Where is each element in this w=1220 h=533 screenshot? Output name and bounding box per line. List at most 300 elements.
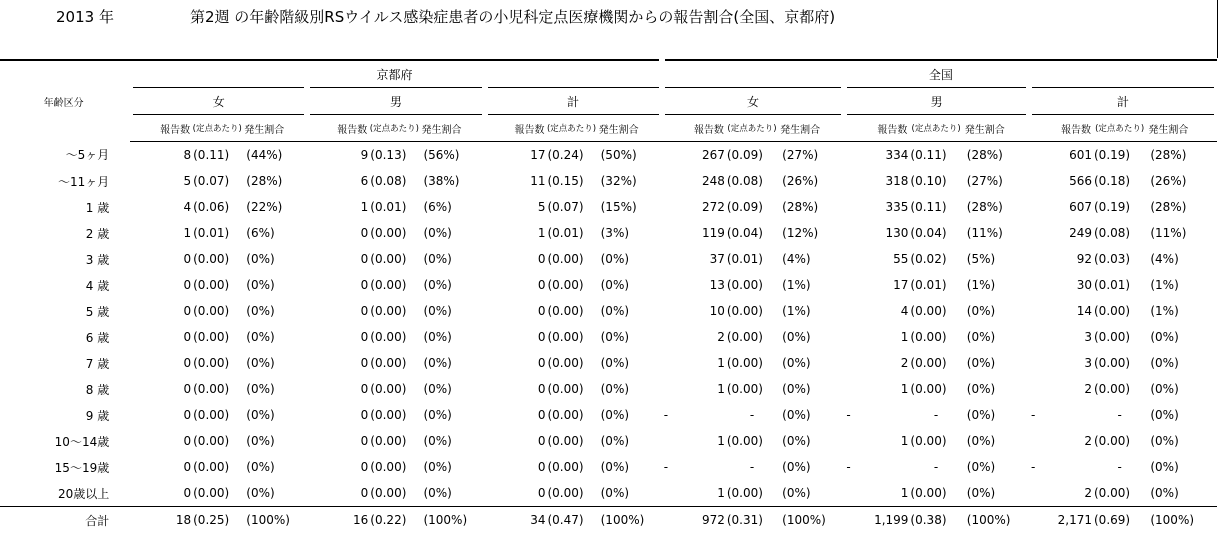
occurrence-ratio: (0%) [1146,350,1217,376]
subheader-count: 報告数 [130,115,192,142]
per-sentinel-rate: (0.00) [546,402,596,428]
occurrence-ratio: (0%) [1146,324,1217,350]
occurrence-ratio: (15%) [597,194,662,220]
occurrence-ratio: (28%) [1146,142,1217,169]
per-sentinel-rate: (0.00) [546,272,596,298]
occurrence-ratio: (0%) [1146,480,1217,507]
per-sentinel-rate: (0.00) [909,324,962,350]
subheader-rate: (定点あたり) [192,115,242,142]
occurrence-ratio: (0%) [597,454,662,480]
per-sentinel-rate: (0.00) [909,298,962,324]
report-count: 0 [485,376,547,402]
occurrence-ratio: (0%) [419,246,484,272]
occurrence-ratio: (28%) [963,142,1029,169]
report-count: 0 [307,246,369,272]
per-sentinel-rate: (0.01) [546,220,596,246]
occurrence-ratio: (0%) [419,480,484,507]
per-sentinel-rate: (0.00) [192,272,242,298]
occurrence-ratio: (11%) [963,220,1029,246]
table-row [0,168,1217,194]
occurrence-ratio: (0%) [242,350,307,376]
report-count: 16 [307,507,369,533]
occurrence-ratio: (0%) [242,376,307,402]
table-row [0,298,1217,324]
sex-header-1-2: 計 [1029,88,1217,115]
report-count: 1 [485,220,547,246]
age-label: 20歳以上 [0,480,130,507]
report-count: 37 [662,246,726,272]
subheader-count: 報告数 [307,115,369,142]
per-sentinel-rate: (0.01) [909,272,962,298]
age-label: 10～14歳 [0,428,130,454]
table-row [0,428,1217,454]
per-sentinel-rate: (0.00) [369,324,419,350]
report-count: 335 [844,194,909,220]
report-count: 1 [662,428,726,454]
occurrence-ratio: (1%) [778,272,844,298]
report-count: 0 [485,350,547,376]
occurrence-ratio: (22%) [242,194,307,220]
report-count: 607 [1029,194,1093,220]
occurrence-ratio: (4%) [778,246,844,272]
occurrence-ratio: (0%) [242,428,307,454]
sex-header-1-0: 女 [662,88,845,115]
subheader-rate: (定点あたり) [726,115,778,142]
per-sentinel-rate: (0.00) [192,324,242,350]
occurrence-ratio: (0%) [778,428,844,454]
per-sentinel-rate: (0.07) [546,194,596,220]
occurrence-ratio: (0%) [1146,376,1217,402]
occurrence-ratio: (100%) [597,507,662,533]
occurrence-ratio: (0%) [242,480,307,507]
report-count: - [662,454,726,480]
report-count: 119 [662,220,726,246]
per-sentinel-rate: (0.00) [192,246,242,272]
report-count: 267 [662,142,726,169]
occurrence-ratio: (3%) [597,220,662,246]
age-label: ～11ヶ月 [0,168,130,194]
occurrence-ratio: (0%) [242,298,307,324]
per-sentinel-rate: (0.38) [909,507,962,533]
occurrence-ratio: (0%) [419,272,484,298]
occurrence-ratio: (100%) [419,507,484,533]
per-sentinel-rate: (0.01) [726,246,778,272]
occurrence-ratio: (32%) [597,168,662,194]
per-sentinel-rate: (0.02) [909,246,962,272]
report-count: 0 [130,298,192,324]
per-sentinel-rate: (0.00) [546,324,596,350]
right-border-line [1217,0,1218,58]
age-label: 3 歳 [0,246,130,272]
occurrence-ratio: (6%) [242,220,307,246]
report-count: 1 [844,376,909,402]
report-count: 0 [485,402,547,428]
report-count: 566 [1029,168,1093,194]
per-sentinel-rate: - [1093,454,1146,480]
occurrence-ratio: (27%) [778,142,844,169]
table-row [0,376,1217,402]
subheader-ratio: 発生割合 [778,115,844,142]
per-sentinel-rate: (0.00) [369,428,419,454]
occurrence-ratio: (12%) [778,220,844,246]
per-sentinel-rate: (0.00) [369,350,419,376]
sex-header-row [0,88,1217,115]
report-count: 1 [844,428,909,454]
report-count: 0 [307,428,369,454]
sex-header-0-2: 計 [485,88,662,115]
occurrence-ratio: (0%) [778,454,844,480]
report-count: 0 [130,480,192,507]
occurrence-ratio: (0%) [419,402,484,428]
occurrence-ratio: (0%) [597,402,662,428]
occurrence-ratio: (0%) [778,402,844,428]
occurrence-ratio: (28%) [778,194,844,220]
per-sentinel-rate: (0.00) [1093,480,1146,507]
report-count: 0 [130,246,192,272]
per-sentinel-rate: (0.00) [546,350,596,376]
per-sentinel-rate: (0.00) [369,272,419,298]
occurrence-ratio: (50%) [597,142,662,169]
occurrence-ratio: (4%) [1146,246,1217,272]
occurrence-ratio: (38%) [419,168,484,194]
per-sentinel-rate: - [726,454,778,480]
sub-header-row [0,115,1217,142]
report-count: 972 [662,507,726,533]
per-sentinel-rate: (0.00) [546,246,596,272]
per-sentinel-rate: (0.00) [546,454,596,480]
per-sentinel-rate: (0.00) [192,376,242,402]
report-count: 2 [1029,480,1093,507]
occurrence-ratio: (0%) [419,350,484,376]
report-count: 30 [1029,272,1093,298]
region-header-1: 全国 [662,60,1217,88]
occurrence-ratio: (0%) [778,350,844,376]
occurrence-ratio: (0%) [963,428,1029,454]
occurrence-ratio: (0%) [419,324,484,350]
occurrence-ratio: (100%) [963,507,1029,533]
subheader-ratio: 発生割合 [963,115,1029,142]
age-label: 6 歳 [0,324,130,350]
per-sentinel-rate: (0.00) [192,298,242,324]
report-count: 55 [844,246,909,272]
per-sentinel-rate: (0.00) [546,298,596,324]
occurrence-ratio: (28%) [1146,194,1217,220]
report-count: 1 [662,350,726,376]
report-table [0,59,1220,533]
table-row [0,324,1217,350]
per-sentinel-rate: (0.00) [369,376,419,402]
table-row [0,220,1217,246]
occurrence-ratio: (0%) [963,376,1029,402]
per-sentinel-rate: (0.00) [369,298,419,324]
report-count: 1 [130,220,192,246]
report-count: 0 [485,480,547,507]
per-sentinel-rate: (0.08) [726,168,778,194]
per-sentinel-rate: (0.01) [369,194,419,220]
subheader-rate: (定点あたり) [369,115,419,142]
per-sentinel-rate: (0.31) [726,507,778,533]
per-sentinel-rate: - [726,402,778,428]
per-sentinel-rate: (0.00) [909,350,962,376]
per-sentinel-rate: (0.10) [909,168,962,194]
per-sentinel-rate: (0.03) [1093,246,1146,272]
per-sentinel-rate: (0.00) [1093,324,1146,350]
per-sentinel-rate: (0.00) [726,428,778,454]
per-sentinel-rate: (0.00) [726,376,778,402]
per-sentinel-rate: (0.11) [192,142,242,169]
occurrence-ratio: (0%) [778,324,844,350]
occurrence-ratio: (0%) [597,428,662,454]
per-sentinel-rate: (0.00) [192,428,242,454]
occurrence-ratio: (0%) [242,454,307,480]
occurrence-ratio: (0%) [419,220,484,246]
age-label: ～5ヶ月 [0,142,130,169]
occurrence-ratio: (0%) [597,376,662,402]
per-sentinel-rate: (0.00) [192,480,242,507]
per-sentinel-rate: (0.00) [909,480,962,507]
per-sentinel-rate: - [909,402,962,428]
per-sentinel-rate: (0.00) [546,376,596,402]
per-sentinel-rate: (0.00) [192,350,242,376]
report-count: 5 [130,168,192,194]
occurrence-ratio: (0%) [1146,402,1217,428]
occurrence-ratio: (0%) [597,480,662,507]
occurrence-ratio: (0%) [597,272,662,298]
report-count: 0 [485,298,547,324]
table-row [0,454,1217,480]
report-count: 6 [307,168,369,194]
per-sentinel-rate: (0.18) [1093,168,1146,194]
report-count: 248 [662,168,726,194]
occurrence-ratio: (0%) [778,480,844,507]
occurrence-ratio: (1%) [963,272,1029,298]
report-count: 0 [485,324,547,350]
age-label: 4 歳 [0,272,130,298]
per-sentinel-rate: (0.08) [1093,220,1146,246]
occurrence-ratio: (0%) [597,298,662,324]
per-sentinel-rate: (0.00) [1093,298,1146,324]
occurrence-ratio: (0%) [242,246,307,272]
subheader-ratio: 発生割合 [1146,115,1217,142]
occurrence-ratio: (0%) [778,376,844,402]
sex-header-0-0: 女 [130,88,307,115]
occurrence-ratio: (0%) [963,454,1029,480]
report-count: - [1029,454,1093,480]
report-count: 0 [130,324,192,350]
per-sentinel-rate: (0.00) [192,402,242,428]
report-count: 0 [130,454,192,480]
occurrence-ratio: (0%) [419,376,484,402]
occurrence-ratio: (1%) [1146,298,1217,324]
report-count: 17 [844,272,909,298]
per-sentinel-rate: (0.01) [192,220,242,246]
table-row [0,246,1217,272]
report-count: 0 [485,454,547,480]
report-count: - [844,402,909,428]
occurrence-ratio: (27%) [963,168,1029,194]
per-sentinel-rate: (0.00) [909,428,962,454]
report-count: 0 [307,220,369,246]
occurrence-ratio: (0%) [1146,428,1217,454]
per-sentinel-rate: (0.08) [369,168,419,194]
occurrence-ratio: (0%) [419,428,484,454]
report-count: 0 [485,428,547,454]
per-sentinel-rate: (0.15) [546,168,596,194]
subheader-rate: (定点あたり) [909,115,962,142]
table-row [0,272,1217,298]
report-count: 0 [485,272,547,298]
report-count: 13 [662,272,726,298]
per-sentinel-rate: (0.00) [369,220,419,246]
report-count: 0 [307,480,369,507]
report-count: 1 [307,194,369,220]
report-count: 601 [1029,142,1093,169]
report-count: 272 [662,194,726,220]
report-count: 0 [130,402,192,428]
occurrence-ratio: (0%) [963,298,1029,324]
subheader-ratio: 発生割合 [242,115,307,142]
age-label: 7 歳 [0,350,130,376]
report-count: 18 [130,507,192,533]
report-count: 0 [130,428,192,454]
age-group-header: 年齢区分 [0,60,130,142]
report-count: 2,171 [1029,507,1093,533]
occurrence-ratio: (28%) [242,168,307,194]
per-sentinel-rate: (0.00) [369,454,419,480]
occurrence-ratio: (28%) [963,194,1029,220]
occurrence-ratio: (0%) [963,402,1029,428]
age-label: 5 歳 [0,298,130,324]
region-header-row [0,60,1217,88]
per-sentinel-rate: (0.00) [546,480,596,507]
occurrence-ratio: (44%) [242,142,307,169]
per-sentinel-rate: (0.09) [726,142,778,169]
per-sentinel-rate: (0.00) [369,246,419,272]
report-count: - [844,454,909,480]
per-sentinel-rate: (0.00) [1093,376,1146,402]
year-label: 2013 年 [56,6,114,27]
per-sentinel-rate: (0.00) [369,402,419,428]
report-count: 92 [1029,246,1093,272]
per-sentinel-rate: (0.06) [192,194,242,220]
report-count: 0 [307,324,369,350]
report-count: 0 [307,298,369,324]
per-sentinel-rate: (0.00) [726,480,778,507]
age-label: 合計 [0,507,130,533]
report-count: 3 [1029,324,1093,350]
report-count: 5 [485,194,547,220]
total-row [0,507,1217,533]
per-sentinel-rate: (0.19) [1093,142,1146,169]
subheader-ratio: 発生割合 [597,115,662,142]
report-count: 130 [844,220,909,246]
per-sentinel-rate: (0.01) [1093,272,1146,298]
report-count: 2 [1029,428,1093,454]
per-sentinel-rate: (0.00) [1093,350,1146,376]
report-count: 2 [662,324,726,350]
per-sentinel-rate: (0.00) [192,454,242,480]
table-row [0,142,1217,169]
report-count: - [1029,402,1093,428]
occurrence-ratio: (26%) [778,168,844,194]
report-count: 17 [485,142,547,169]
age-label: 9 歳 [0,402,130,428]
per-sentinel-rate: (0.25) [192,507,242,533]
report-count: - [662,402,726,428]
report-count: 0 [307,272,369,298]
occurrence-ratio: (0%) [963,350,1029,376]
region-header-0: 京都府 [130,60,662,88]
per-sentinel-rate: - [909,454,962,480]
per-sentinel-rate: (0.07) [192,168,242,194]
occurrence-ratio: (0%) [1146,454,1217,480]
per-sentinel-rate: (0.19) [1093,194,1146,220]
subheader-rate: (定点あたり) [546,115,596,142]
title-row [0,0,1220,34]
report-count: 14 [1029,298,1093,324]
report-count: 11 [485,168,547,194]
age-label: 2 歳 [0,220,130,246]
per-sentinel-rate: (0.00) [726,298,778,324]
report-count: 249 [1029,220,1093,246]
report-count: 1 [662,376,726,402]
report-count: 0 [307,454,369,480]
report-count: 1 [662,480,726,507]
report-count: 8 [130,142,192,169]
report-count: 9 [307,142,369,169]
report-count: 4 [844,298,909,324]
occurrence-ratio: (0%) [597,324,662,350]
report-count: 10 [662,298,726,324]
per-sentinel-rate: - [1093,402,1146,428]
report-count: 334 [844,142,909,169]
subheader-rate: (定点あたり) [1093,115,1146,142]
report-count: 0 [485,246,547,272]
table-row [0,194,1217,220]
occurrence-ratio: (1%) [1146,272,1217,298]
occurrence-ratio: (26%) [1146,168,1217,194]
report-count: 0 [130,272,192,298]
per-sentinel-rate: (0.69) [1093,507,1146,533]
report-count: 3 [1029,350,1093,376]
age-label: 15～19歳 [0,454,130,480]
sex-header-0-1: 男 [307,88,484,115]
occurrence-ratio: (1%) [778,298,844,324]
per-sentinel-rate: (0.00) [726,272,778,298]
occurrence-ratio: (0%) [419,298,484,324]
per-sentinel-rate: (0.13) [369,142,419,169]
per-sentinel-rate: (0.11) [909,194,962,220]
subheader-count: 報告数 [844,115,909,142]
occurrence-ratio: (0%) [242,402,307,428]
page-title: 第2週 の年齢階級別RSウイルス感染症患者の小児科定点医療機関からの報告割合(全国、京都府) [190,6,835,27]
occurrence-ratio: (100%) [242,507,307,533]
occurrence-ratio: (100%) [778,507,844,533]
report-count: 0 [307,376,369,402]
occurrence-ratio: (0%) [597,246,662,272]
subheader-count: 報告数 [1029,115,1093,142]
occurrence-ratio: (5%) [963,246,1029,272]
occurrence-ratio: (0%) [963,324,1029,350]
occurrence-ratio: (0%) [419,454,484,480]
table-row [0,350,1217,376]
per-sentinel-rate: (0.00) [909,376,962,402]
subheader-count: 報告数 [662,115,726,142]
per-sentinel-rate: (0.00) [1093,428,1146,454]
occurrence-ratio: (56%) [419,142,484,169]
subheader-ratio: 発生割合 [419,115,484,142]
report-count: 1 [844,324,909,350]
